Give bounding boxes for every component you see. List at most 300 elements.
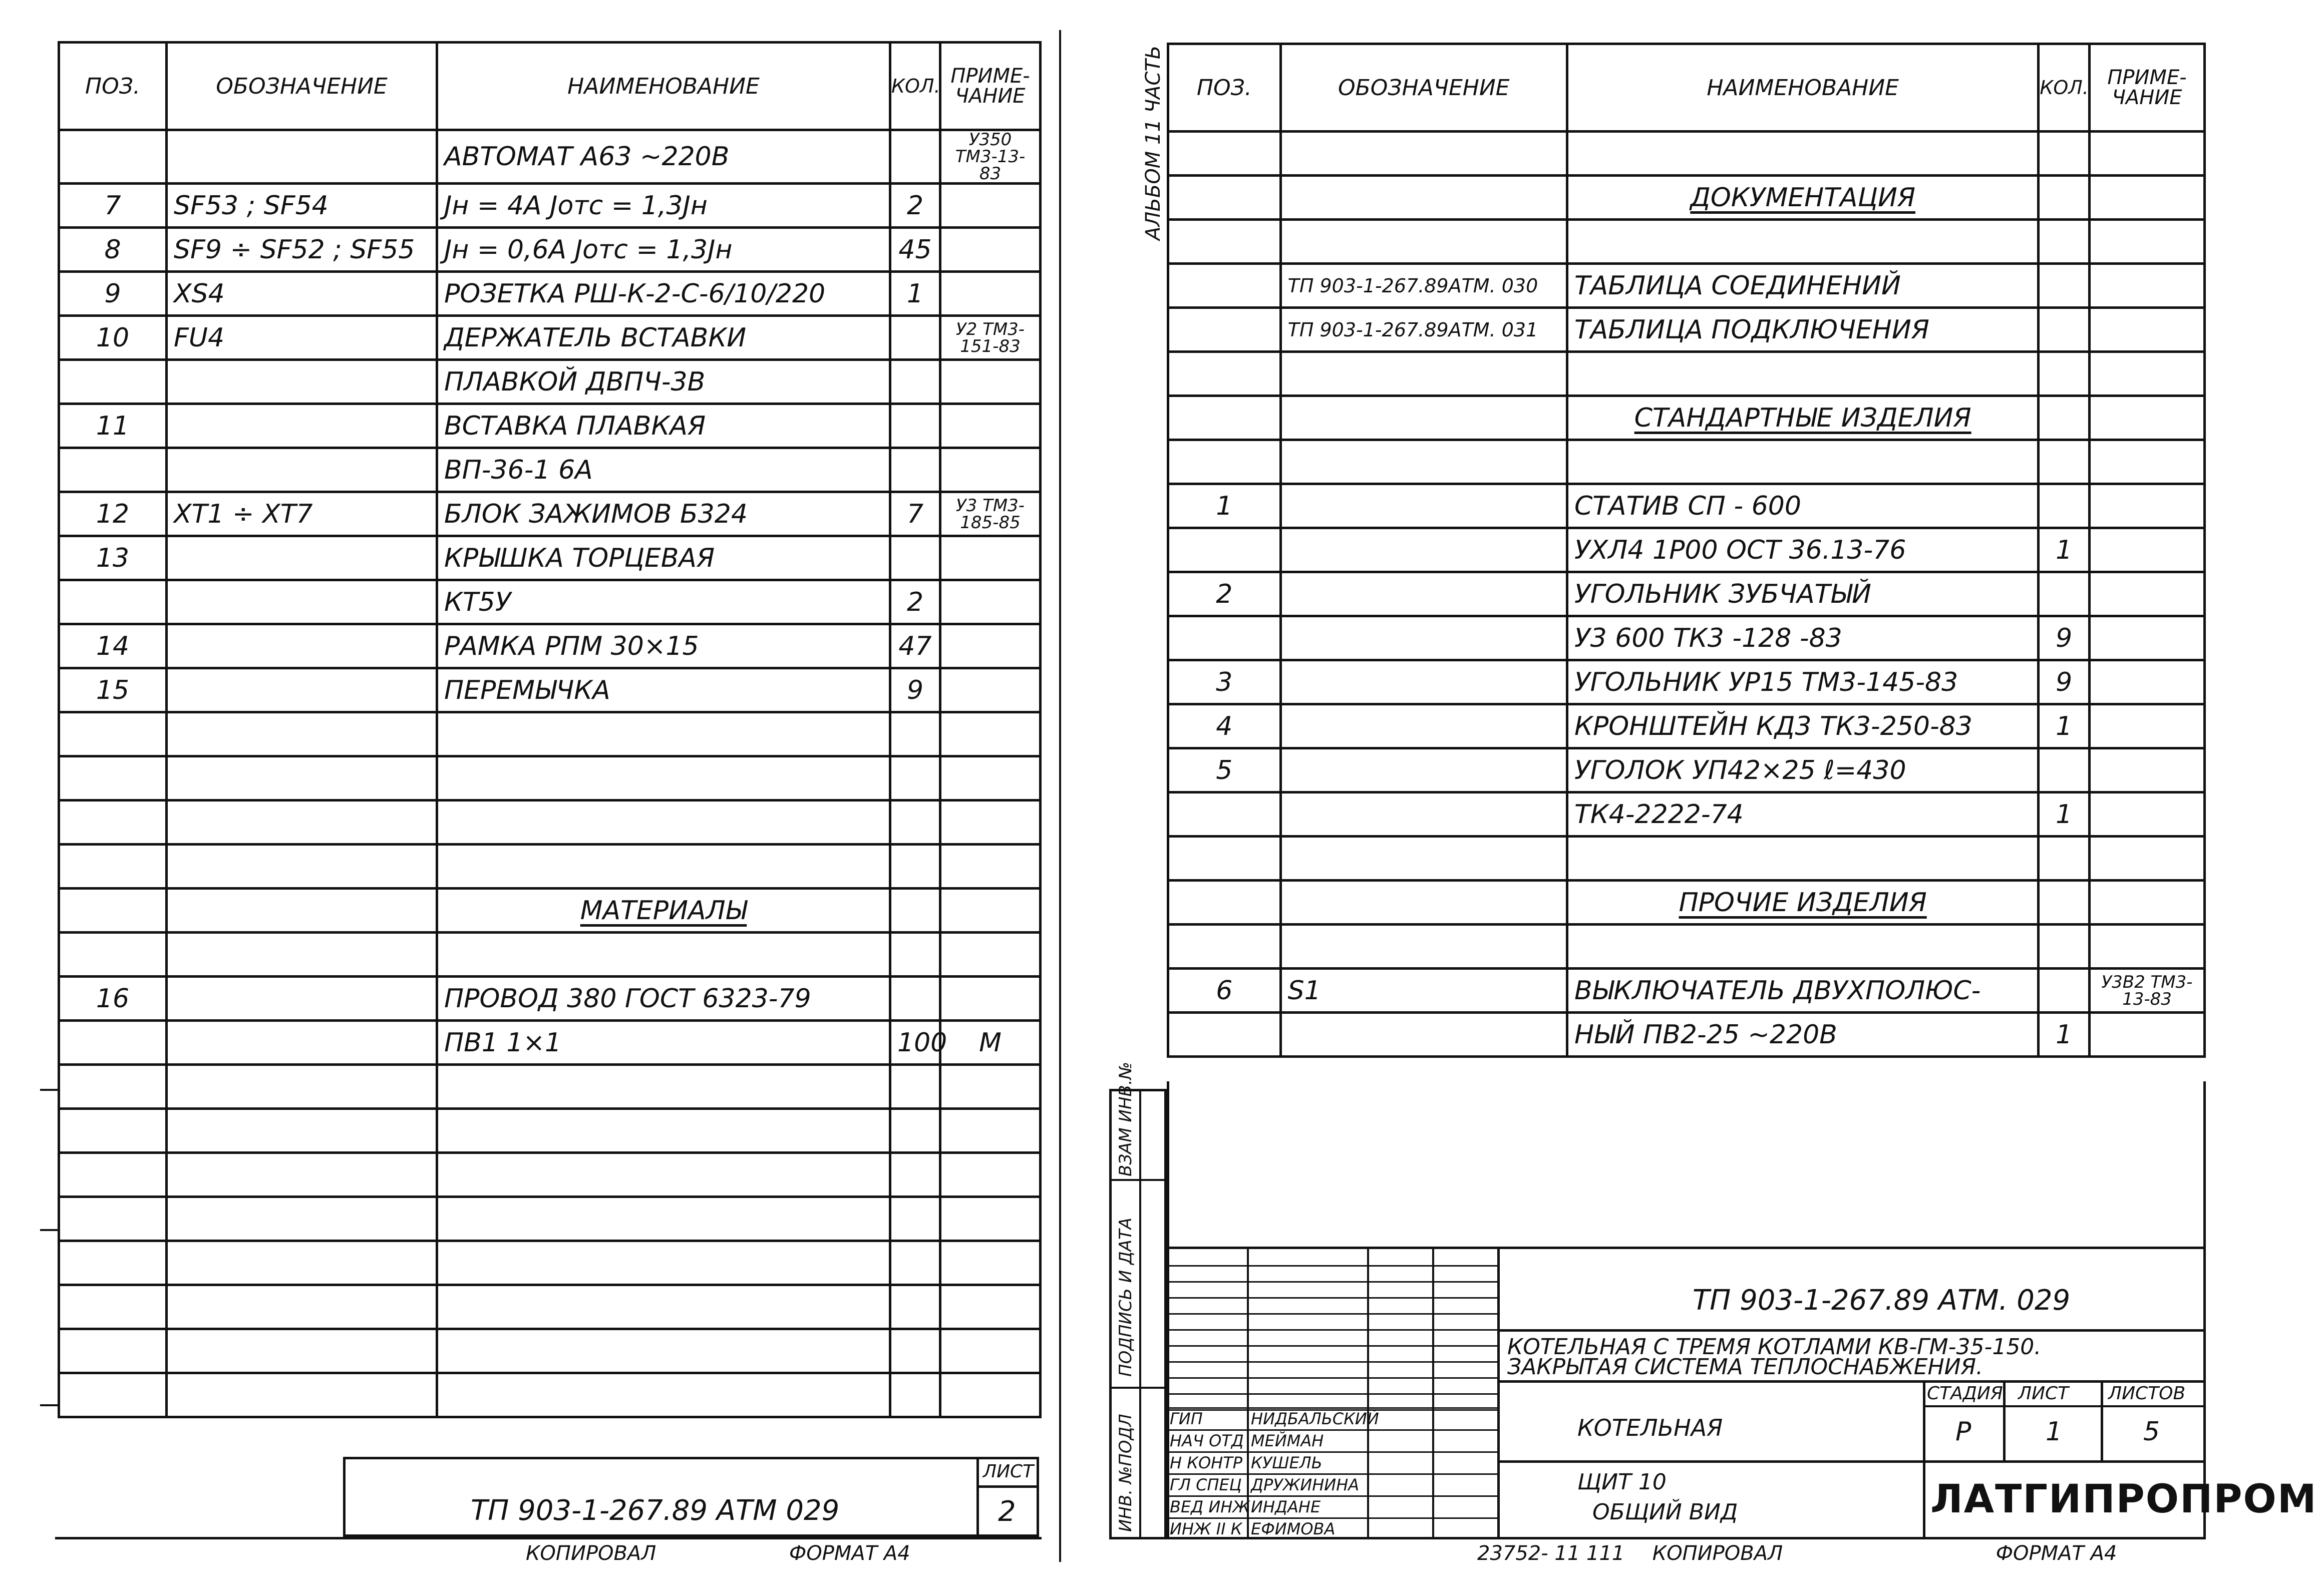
right-cell-name — [1567, 837, 2038, 881]
sig-row-line — [1167, 1473, 1497, 1475]
left-footer-sheet-num: 2 — [998, 1495, 1016, 1528]
left-cell-qty — [890, 536, 940, 580]
left-cell-name — [437, 1197, 890, 1241]
right-header-note-line2: ЧАНИЕ — [2112, 86, 2182, 109]
right-cell-note — [2089, 704, 2204, 748]
side-stamp-inv-podl: ИНВ. №ПОДЛ — [1116, 1414, 1136, 1532]
left-cell-note — [940, 536, 1041, 580]
right-cell-des — [1280, 528, 1567, 572]
left-row — [59, 933, 1041, 977]
title-sheets: 5 — [2143, 1417, 2160, 1447]
left-cell-qty — [890, 1241, 940, 1285]
left-cell-pos: 7 — [59, 184, 167, 228]
right-cell-pos — [1168, 352, 1281, 396]
left-cell-qty — [890, 1329, 940, 1373]
right-cell-pos — [1168, 837, 1281, 881]
left-cell-qty: 2 — [890, 184, 940, 228]
left-cell-name — [437, 933, 890, 977]
left-cell-note — [940, 1241, 1041, 1285]
sig-grid-empty-line — [1167, 1393, 1497, 1395]
left-row — [59, 756, 1041, 801]
right-cell-name — [1567, 440, 2038, 484]
right-row — [1168, 925, 2205, 969]
left-cell-qty — [890, 1285, 940, 1329]
left-row — [59, 404, 1041, 448]
left-cell-note: У350 ТМ3-13-83 — [940, 130, 1041, 184]
left-row — [59, 1373, 1041, 1417]
right-cell-name: СТАНДАРТНЫЕ ИЗДЕЛИЯ — [1567, 396, 2038, 440]
sig-grid-empty-line — [1167, 1345, 1497, 1347]
sig-person-name: ИНДАНЕ — [1251, 1497, 1321, 1516]
left-cell-note — [940, 712, 1041, 756]
right-cell-pos — [1168, 792, 1281, 837]
header-note-line1: ПРИМЕ- — [950, 65, 1030, 88]
right-cell-des — [1280, 220, 1567, 264]
right-cell-qty — [2039, 264, 2090, 308]
right-cell-qty — [2039, 925, 2090, 969]
left-cell-pos: 16 — [59, 977, 167, 1021]
right-row — [1168, 837, 2205, 881]
right-cell-name: ПРОЧИЕ ИЗДЕЛИЯ — [1567, 881, 2038, 925]
left-cell-des: XT1 ÷ XT7 — [167, 492, 437, 536]
right-header-note — [2089, 44, 2204, 132]
left-cell-pos — [59, 845, 167, 889]
left-cell-note — [940, 1285, 1041, 1329]
sig-role: Н КОНТР — [1170, 1453, 1243, 1472]
left-cell-qty: 47 — [890, 624, 940, 668]
left-cell-qty — [890, 756, 940, 801]
left-cell-note: У3 ТМ3-185-85 — [940, 492, 1041, 536]
right-cell-name: НЫЙ ПВ2-25 ~220В — [1567, 1013, 2038, 1057]
left-cell-pos: 15 — [59, 668, 167, 712]
left-cell-note — [940, 360, 1041, 404]
right-row — [1168, 264, 2205, 308]
sig-person-name: ЕФИМОВА — [1251, 1519, 1336, 1538]
right-cell-des: ТП 903-1-267.89АТМ. 031 — [1280, 308, 1567, 352]
left-cell-pos — [59, 889, 167, 933]
right-cell-pos — [1168, 264, 1281, 308]
left-cell-note — [940, 228, 1041, 272]
left-cell-name: ПЕРЕМЫЧКА — [437, 668, 890, 712]
right-cell-name: УГОЛЬНИК ЗУБЧАТЫЙ — [1567, 572, 2038, 616]
left-cell-qty — [890, 1109, 940, 1153]
right-header-qty: КОЛ. — [2039, 44, 2090, 132]
left-row — [59, 1153, 1041, 1197]
right-cell-des — [1280, 704, 1567, 748]
right-cell-qty — [2039, 440, 2090, 484]
margin-tick-2 — [40, 1229, 58, 1231]
left-format-label: ФОРМАТ А4 — [789, 1542, 910, 1565]
right-cell-qty — [2039, 308, 2090, 352]
left-cell-qty — [890, 1197, 940, 1241]
right-cell-qty — [2039, 572, 2090, 616]
right-cell-des: ТП 903-1-267.89АТМ. 030 — [1280, 264, 1567, 308]
right-cell-pos — [1168, 616, 1281, 660]
left-cell-note — [940, 1197, 1041, 1241]
left-cell-des — [167, 130, 437, 184]
left-row — [59, 845, 1041, 889]
title-code: ТП 903-1-267.89 АТМ. 029 — [1693, 1284, 2071, 1317]
left-cell-note — [940, 933, 1041, 977]
right-cell-pos: 1 — [1168, 484, 1281, 528]
left-cell-name: Jн = 4А Jотс = 1,3Jн — [437, 184, 890, 228]
sig-role: ВЕД ИНЖ — [1170, 1497, 1250, 1516]
title-object-line2: ЗАКРЫТАЯ СИСТЕМА ТЕПЛОСНАБЖЕНИЯ. — [1507, 1354, 1983, 1380]
left-cell-qty — [890, 360, 940, 404]
left-cell-pos — [59, 1285, 167, 1329]
right-row — [1168, 881, 2205, 925]
left-row — [59, 316, 1041, 360]
left-cell-pos — [59, 933, 167, 977]
right-format-label: ФОРМАТ А4 — [1996, 1542, 2117, 1565]
right-cell-pos — [1168, 396, 1281, 440]
right-cell-name: ТАБЛИЦА ПОДКЛЮЧЕНИЯ — [1567, 308, 2038, 352]
right-cell-qty — [2039, 837, 2090, 881]
right-cell-note — [2089, 176, 2204, 220]
right-cell-pos: 4 — [1168, 704, 1281, 748]
left-cell-note — [940, 1109, 1041, 1153]
left-cell-name: БЛОК ЗАЖИМОВ Б324 — [437, 492, 890, 536]
left-cell-name — [437, 1109, 890, 1153]
title-building: КОТЕЛЬНАЯ — [1577, 1414, 1723, 1441]
right-cell-des — [1280, 925, 1567, 969]
title-vline-stage — [1923, 1380, 1925, 1460]
title-hline-3 — [1500, 1460, 2206, 1463]
left-cell-note — [940, 272, 1041, 316]
left-cell-des — [167, 1021, 437, 1065]
margin-tick-3 — [40, 1404, 58, 1406]
right-cell-des — [1280, 792, 1567, 837]
left-spec-body — [59, 130, 1041, 1417]
header-qty: КОЛ. — [890, 43, 940, 130]
left-cell-qty — [890, 712, 940, 756]
right-cell-note — [2089, 748, 2204, 792]
left-row — [59, 1329, 1041, 1373]
right-cell-qty: 1 — [2039, 792, 2090, 837]
left-row — [59, 712, 1041, 756]
right-spec-body — [1168, 132, 2205, 1057]
right-cell-note — [2089, 837, 2204, 881]
right-cell-pos: 6 — [1168, 969, 1281, 1013]
right-cell-name: ДОКУМЕНТАЦИЯ — [1567, 176, 2038, 220]
right-cell-qty — [2039, 176, 2090, 220]
right-cell-qty — [2039, 352, 2090, 396]
right-cell-qty — [2039, 132, 2090, 176]
right-row — [1168, 484, 2205, 528]
right-row — [1168, 440, 2205, 484]
left-cell-name: ПЛАВКОЙ ДВПЧ-3В — [437, 360, 890, 404]
right-cell-des — [1280, 352, 1567, 396]
right-cell-name: КРОНШТЕЙН КД3 ТК3-250-83 — [1567, 704, 2038, 748]
left-spec-table — [58, 41, 1042, 1418]
right-cell-name: УГОЛОК УП42×25 ℓ=430 — [1567, 748, 2038, 792]
right-cell-name: СТАТИВ СП - 600 — [1567, 484, 2038, 528]
left-row — [59, 272, 1041, 316]
left-cell-pos — [59, 448, 167, 492]
left-cell-note — [940, 1153, 1041, 1197]
left-cell-name — [437, 756, 890, 801]
left-cell-note — [940, 580, 1041, 624]
right-row — [1168, 352, 2205, 396]
sig-grid-empty-line — [1167, 1377, 1497, 1379]
left-footer-sheet-divider — [979, 1485, 1037, 1488]
title-vline-sheets — [2101, 1380, 2103, 1460]
title-block — [1167, 1247, 2317, 1539]
left-cell-qty — [890, 448, 940, 492]
right-cell-pos — [1168, 881, 1281, 925]
right-cell-pos: 2 — [1168, 572, 1281, 616]
right-cell-pos — [1168, 1013, 1281, 1057]
right-cell-name: ТК4-2222-74 — [1567, 792, 2038, 837]
organization-logo: ЛАТГИПРОПРОМ — [1930, 1477, 2317, 1522]
right-cell-name — [1567, 925, 2038, 969]
title-drawing-line1: ЩИТ 10 — [1577, 1469, 1667, 1495]
margin-tick-1 — [40, 1089, 58, 1091]
left-cell-name — [437, 801, 890, 845]
right-cell-name: УХЛ4 1Р00 ОСТ 36.13-76 — [1567, 528, 2038, 572]
right-cell-qty — [2039, 969, 2090, 1013]
left-cell-qty: 45 — [890, 228, 940, 272]
right-cell-note — [2089, 396, 2204, 440]
sig-person-name: КУШЕЛЬ — [1251, 1453, 1322, 1472]
left-cell-name: КТ5У — [437, 580, 890, 624]
right-header-pos: ПОЗ. — [1168, 44, 1281, 132]
right-cell-pos: 5 — [1168, 748, 1281, 792]
sig-role: НАЧ ОТД — [1170, 1431, 1244, 1450]
right-cell-note — [2089, 220, 2204, 264]
center-separator-line — [1059, 30, 1061, 1562]
left-row — [59, 492, 1041, 536]
title-vline-sheet — [2003, 1380, 2006, 1460]
left-cell-pos: 11 — [59, 404, 167, 448]
sig-role: ГИП — [1170, 1409, 1203, 1428]
left-cell-pos — [59, 1241, 167, 1285]
right-spec-table — [1167, 43, 2206, 1058]
right-cell-name: УГОЛЬНИК УР15 ТМ3-145-83 — [1567, 660, 2038, 704]
left-row — [59, 228, 1041, 272]
left-footer-sheet-label: ЛИСТ — [983, 1461, 1034, 1482]
left-row — [59, 977, 1041, 1021]
right-cell-des — [1280, 572, 1567, 616]
right-cell-note — [2089, 264, 2204, 308]
side-stamp-divider-3 — [1112, 1387, 1167, 1389]
left-cell-note — [940, 845, 1041, 889]
right-row — [1168, 132, 2205, 176]
right-cell-des — [1280, 660, 1567, 704]
left-cell-des — [167, 448, 437, 492]
right-cell-note — [2089, 1013, 2204, 1057]
left-cell-name: РОЗЕТКА РШ-К-2-С-6/10/220 — [437, 272, 890, 316]
right-cell-note — [2089, 792, 2204, 837]
left-outer-bottom-line — [55, 1537, 1042, 1539]
left-cell-pos — [59, 1021, 167, 1065]
left-cell-name: АВТОМАТ А63 ~220В — [437, 130, 890, 184]
right-cell-note — [2089, 660, 2204, 704]
title-stage-label: СТАДИЯ — [1927, 1383, 2003, 1404]
left-cell-name — [437, 1329, 890, 1373]
left-row — [59, 1241, 1041, 1285]
right-row — [1168, 969, 2205, 1013]
left-cell-des — [167, 712, 437, 756]
left-cell-pos — [59, 1109, 167, 1153]
sig-grid-empty-line — [1167, 1313, 1497, 1315]
left-cell-name: ВП-36-1 6А — [437, 448, 890, 492]
left-copied-label: КОПИРОВАЛ — [526, 1542, 656, 1565]
left-cell-name — [437, 712, 890, 756]
left-cell-pos — [59, 1329, 167, 1373]
left-cell-des — [167, 977, 437, 1021]
right-cell-des — [1280, 440, 1567, 484]
right-row — [1168, 792, 2205, 837]
right-cell-qty — [2039, 396, 2090, 440]
left-cell-name: ДЕРЖАТЕЛЬ ВСТАВКИ — [437, 316, 890, 360]
left-cell-name: КРЫШКА ТОРЦЕВАЯ — [437, 536, 890, 580]
right-cell-des — [1280, 1013, 1567, 1057]
sig-grid-empty-line — [1167, 1297, 1497, 1299]
right-cell-qty — [2039, 881, 2090, 925]
right-cell-note — [2089, 440, 2204, 484]
left-cell-name — [437, 1241, 890, 1285]
right-cell-pos — [1168, 440, 1281, 484]
right-cell-qty — [2039, 220, 2090, 264]
title-hline-2 — [1500, 1380, 2206, 1383]
left-row — [59, 1109, 1041, 1153]
left-cell-des: FU4 — [167, 316, 437, 360]
left-cell-qty — [890, 801, 940, 845]
left-cell-qty — [890, 1153, 940, 1197]
left-cell-note — [940, 404, 1041, 448]
side-stamp-divider-1 — [1139, 1091, 1141, 1537]
left-sheet — [0, 0, 1057, 1596]
sig-row-line — [1167, 1407, 1497, 1409]
left-cell-des — [167, 1109, 437, 1153]
left-row — [59, 360, 1041, 404]
right-cell-qty: 1 — [2039, 704, 2090, 748]
right-cell-des — [1280, 837, 1567, 881]
left-cell-des — [167, 1241, 437, 1285]
right-cell-name: ТАБЛИЦА СОЕДИНЕНИЙ — [1567, 264, 2038, 308]
right-cell-des — [1280, 132, 1567, 176]
title-object-line1: КОТЕЛЬНАЯ С ТРЕМЯ КОТЛАМИ КВ-ГМ-35-150. — [1507, 1334, 2042, 1360]
sig-grid-empty-line — [1167, 1265, 1497, 1267]
right-cell-qty — [2039, 484, 2090, 528]
left-cell-name — [437, 1285, 890, 1329]
right-cell-pos — [1168, 220, 1281, 264]
title-hline-1 — [1500, 1329, 2206, 1332]
left-cell-note — [940, 889, 1041, 933]
title-stage: Р — [1955, 1417, 1971, 1447]
left-cell-des — [167, 756, 437, 801]
left-cell-note — [940, 977, 1041, 1021]
left-cell-name: ПВ1 1×1 — [437, 1021, 890, 1065]
right-cell-note — [2089, 352, 2204, 396]
right-cell-pos — [1168, 176, 1281, 220]
album-label: АЛЬБОМ 11 ЧАСТЬ — [1142, 45, 1165, 240]
right-cell-note — [2089, 528, 2204, 572]
left-cell-des — [167, 845, 437, 889]
archive-number: 23752- 11 111 — [1477, 1542, 1625, 1565]
left-cell-note — [940, 668, 1041, 712]
right-row — [1168, 572, 2205, 616]
left-cell-qty — [890, 933, 940, 977]
title-drawing-line2: ОБЩИЙ ВИД — [1592, 1499, 1738, 1525]
left-cell-pos — [59, 1153, 167, 1197]
right-cell-note — [2089, 308, 2204, 352]
left-cell-qty — [890, 889, 940, 933]
right-cell-name: ВЫКЛЮЧАТЕЛЬ ДВУХПОЛЮС- — [1567, 969, 2038, 1013]
left-cell-note — [940, 1373, 1041, 1417]
left-cell-pos — [59, 756, 167, 801]
left-cell-des — [167, 668, 437, 712]
right-cell-note — [2089, 881, 2204, 925]
title-sheet-label: ЛИСТ — [2018, 1383, 2069, 1404]
header-note — [940, 43, 1041, 130]
right-cell-pos: 3 — [1168, 660, 1281, 704]
left-cell-des — [167, 536, 437, 580]
left-cell-des: XS4 — [167, 272, 437, 316]
left-cell-note — [940, 448, 1041, 492]
sig-person-name: МЕЙМАН — [1251, 1431, 1324, 1450]
left-cell-note: У2 ТМ3-151-83 — [940, 316, 1041, 360]
left-cell-des — [167, 933, 437, 977]
right-cell-qty: 1 — [2039, 1013, 2090, 1057]
right-cell-note — [2089, 132, 2204, 176]
left-footer-sheet-box — [976, 1459, 1037, 1534]
left-cell-pos — [59, 1373, 167, 1417]
left-cell-note: М — [940, 1021, 1041, 1065]
left-cell-note — [940, 184, 1041, 228]
left-cell-pos — [59, 801, 167, 845]
left-cell-name — [437, 1373, 890, 1417]
left-row — [59, 1285, 1041, 1329]
left-cell-qty — [890, 404, 940, 448]
left-cell-pos — [59, 580, 167, 624]
left-cell-des — [167, 580, 437, 624]
left-cell-name — [437, 1153, 890, 1197]
sig-row-line — [1167, 1451, 1497, 1453]
left-row — [59, 668, 1041, 712]
left-cell-des — [167, 1373, 437, 1417]
left-cell-pos: 14 — [59, 624, 167, 668]
sig-person-name: НИДБАЛЬСКИЙ — [1251, 1409, 1379, 1428]
left-cell-des — [167, 801, 437, 845]
left-row — [59, 130, 1041, 184]
left-bottom-note — [526, 1542, 910, 1565]
sig-grid-empty-line — [1167, 1361, 1497, 1363]
left-cell-note — [940, 1329, 1041, 1373]
left-row — [59, 624, 1041, 668]
right-cell-des — [1280, 176, 1567, 220]
left-cell-qty — [890, 316, 940, 360]
left-cell-des — [167, 889, 437, 933]
left-cell-pos: 12 — [59, 492, 167, 536]
left-cell-des: SF53 ; SF54 — [167, 184, 437, 228]
right-row — [1168, 660, 2205, 704]
left-cell-des — [167, 360, 437, 404]
left-row — [59, 536, 1041, 580]
sig-grid-vline-4 — [1497, 1249, 1500, 1539]
left-cell-note — [940, 801, 1041, 845]
right-cell-note — [2089, 572, 2204, 616]
left-cell-pos — [59, 130, 167, 184]
right-cell-note: У3В2 ТМ3-13-83 — [2089, 969, 2204, 1013]
sig-person-name: ДРУЖИНИНА — [1251, 1475, 1360, 1494]
left-row — [59, 1065, 1041, 1109]
left-cell-qty: 9 — [890, 668, 940, 712]
right-cell-des — [1280, 881, 1567, 925]
sig-grid-empty-line — [1167, 1329, 1497, 1331]
left-cell-note — [940, 756, 1041, 801]
